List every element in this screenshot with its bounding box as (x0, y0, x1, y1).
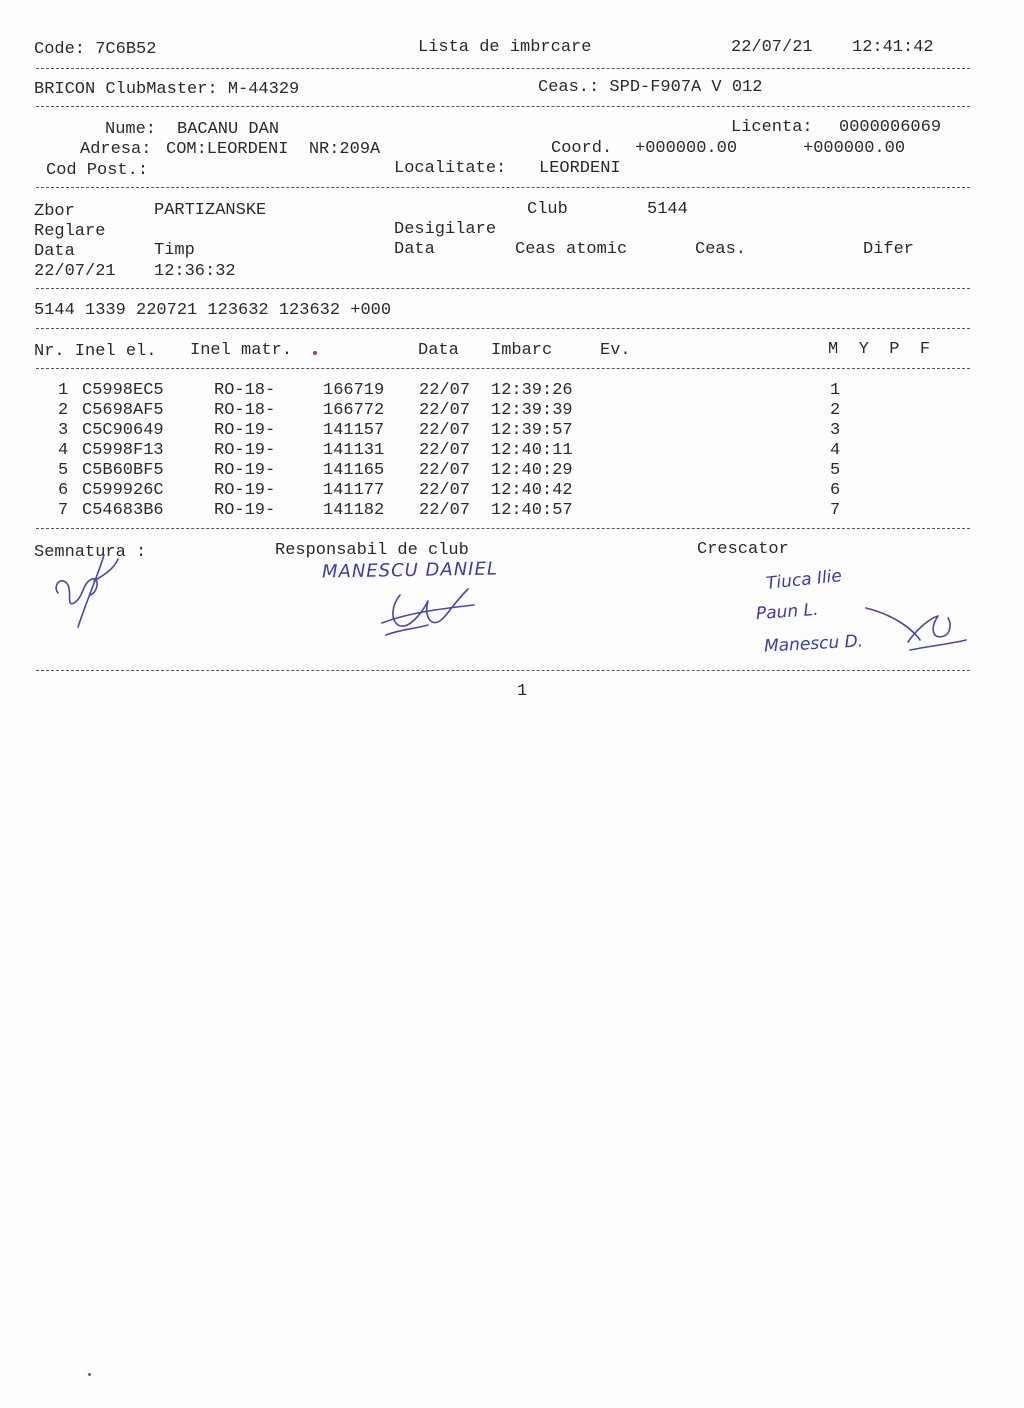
coord-1: +000000.00 (635, 139, 738, 158)
club-master-id: BRICON ClubMaster: M-44329 (34, 80, 300, 99)
semnatura-label: Semnatura : (34, 543, 147, 562)
row-date: 22/07 (419, 381, 471, 400)
locality-label: Localitate: (394, 159, 507, 178)
reglare-label: Reglare (34, 222, 106, 241)
crescator-label: Crescator (697, 540, 789, 559)
row-inel-matr: 166772 (323, 401, 385, 420)
table-row (0, 501, 1024, 521)
print-date: 22/07/21 (731, 38, 813, 57)
ink-speck (88, 1373, 91, 1376)
row-nr: 6 (58, 481, 69, 500)
row-time: 12:40:29 (491, 461, 573, 480)
table-row (0, 441, 1024, 461)
row-date: 22/07 (419, 501, 471, 520)
header-data: Data (418, 341, 459, 360)
row-m: 4 (830, 441, 841, 460)
row-prefix: RO-18- (214, 401, 276, 420)
handwritten-crescator-1: Tiuca Ilie (765, 566, 843, 594)
timp-label: Timp (154, 241, 195, 260)
row-date: 22/07 (419, 461, 471, 480)
row-m: 5 (830, 461, 841, 480)
postal-label: Cod Post.: (46, 161, 149, 180)
row-inel-el: C5998F13 (82, 441, 164, 460)
semnatura-signature (44, 545, 134, 635)
row-inel-el: C5998EC5 (82, 381, 164, 400)
header-nr-inel-el: Nr. Inel el. (34, 342, 157, 361)
row-prefix: RO-19- (214, 441, 276, 460)
license-number: 0000006069 (839, 118, 942, 137)
row-m: 7 (830, 501, 841, 520)
divider (36, 68, 970, 69)
desigilare-label: Desigilare (394, 220, 497, 239)
handwritten-crescator-2: Paun L. (755, 599, 820, 625)
row-inel-el: C5698AF5 (82, 401, 164, 420)
divider (36, 368, 970, 369)
row-time: 12:39:57 (491, 421, 573, 440)
header-ev: Ev. (600, 341, 631, 360)
row-nr: 2 (58, 401, 69, 420)
row-inel-matr: 166719 (323, 381, 385, 400)
table-row (0, 461, 1024, 481)
zbor-label: Zbor (34, 202, 75, 221)
address: COM:LEORDENI NR:209A (166, 140, 381, 159)
row-inel-el: C5C90649 (82, 421, 164, 440)
clock-id: Ceas.: SPD-F907A V 012 (538, 78, 763, 97)
ink-speck (313, 351, 317, 355)
row-inel-matr: 141157 (323, 421, 385, 440)
crescator-signature (860, 600, 970, 660)
header-myp: M Y P F (828, 340, 931, 359)
flight-code-line: 5144 1339 220721 123632 123632 +000 (34, 301, 392, 320)
row-prefix: RO-19- (214, 481, 276, 500)
row-time: 12:39:26 (491, 381, 573, 400)
table-row (0, 381, 1024, 401)
header-imbarc: Imbarc (491, 341, 553, 360)
zbor-destination: PARTIZANSKE (154, 201, 267, 220)
table-row (0, 481, 1024, 501)
row-m: 6 (830, 481, 841, 500)
divider (36, 528, 970, 529)
row-date: 22/07 (419, 401, 471, 420)
divider (36, 187, 970, 188)
table-row (0, 401, 1024, 421)
row-time: 12:40:11 (491, 441, 573, 460)
reglare-date: 22/07/21 (34, 262, 116, 281)
row-time: 12:39:39 (491, 401, 573, 420)
row-time: 12:40:42 (491, 481, 573, 500)
owner-name: BACANU DAN (177, 120, 280, 139)
page-number: 1 (517, 682, 528, 701)
row-date: 22/07 (419, 481, 471, 500)
row-inel-el: C54683B6 (82, 501, 164, 520)
divider (36, 328, 970, 329)
table-row (0, 421, 1024, 441)
row-nr: 3 (58, 421, 69, 440)
row-nr: 7 (58, 501, 69, 520)
row-inel-el: C5B60BF5 (82, 461, 164, 480)
row-prefix: RO-19- (214, 461, 276, 480)
row-m: 2 (830, 401, 841, 420)
print-time: 12:41:42 (852, 38, 934, 57)
difer-label: Difer (863, 240, 915, 259)
row-prefix: RO-18- (214, 381, 276, 400)
row-m: 3 (830, 421, 841, 440)
row-nr: 4 (58, 441, 69, 460)
club-label: Club (527, 200, 568, 219)
responsabil-label: Responsabil de club (275, 541, 469, 560)
coord-label: Coord. (551, 139, 613, 158)
data-label: Data (34, 242, 75, 261)
divider (36, 670, 970, 671)
ceas-label: Ceas. (695, 240, 747, 259)
row-inel-matr: 141165 (323, 461, 385, 480)
row-date: 22/07 (419, 441, 471, 460)
handwritten-club-name: MANESCU DANIEL (321, 558, 499, 583)
row-nr: 5 (58, 461, 69, 480)
owner-name-label: Nume: (105, 120, 157, 139)
row-m: 1 (830, 381, 841, 400)
handwritten-crescator-3: Manescu D. (763, 631, 864, 657)
divider (36, 106, 970, 107)
row-inel-matr: 141131 (323, 441, 385, 460)
divider (36, 288, 970, 289)
ceas-atomic-label: Ceas atomic (515, 240, 628, 259)
desigilare-data-label: Data (394, 240, 435, 259)
row-inel-matr: 141182 (323, 501, 385, 520)
club-number: 5144 (647, 200, 688, 219)
row-inel-matr: 141177 (323, 481, 385, 500)
reglare-time: 12:36:32 (154, 262, 236, 281)
document-code: Code: 7C6B52 (34, 40, 157, 59)
document-title: Lista de imbrcare (418, 38, 592, 57)
row-nr: 1 (58, 381, 69, 400)
locality: LEORDENI (539, 159, 621, 178)
address-label: Adresa: (80, 140, 152, 159)
coord-2: +000000.00 (803, 139, 906, 158)
row-date: 22/07 (419, 421, 471, 440)
row-inel-el: C599926C (82, 481, 164, 500)
row-prefix: RO-19- (214, 421, 276, 440)
license-label: Licenta: (731, 118, 813, 137)
header-inel-matr: Inel matr. (190, 341, 293, 360)
responsabil-signature (378, 583, 488, 643)
row-prefix: RO-19- (214, 501, 276, 520)
row-time: 12:40:57 (491, 501, 573, 520)
